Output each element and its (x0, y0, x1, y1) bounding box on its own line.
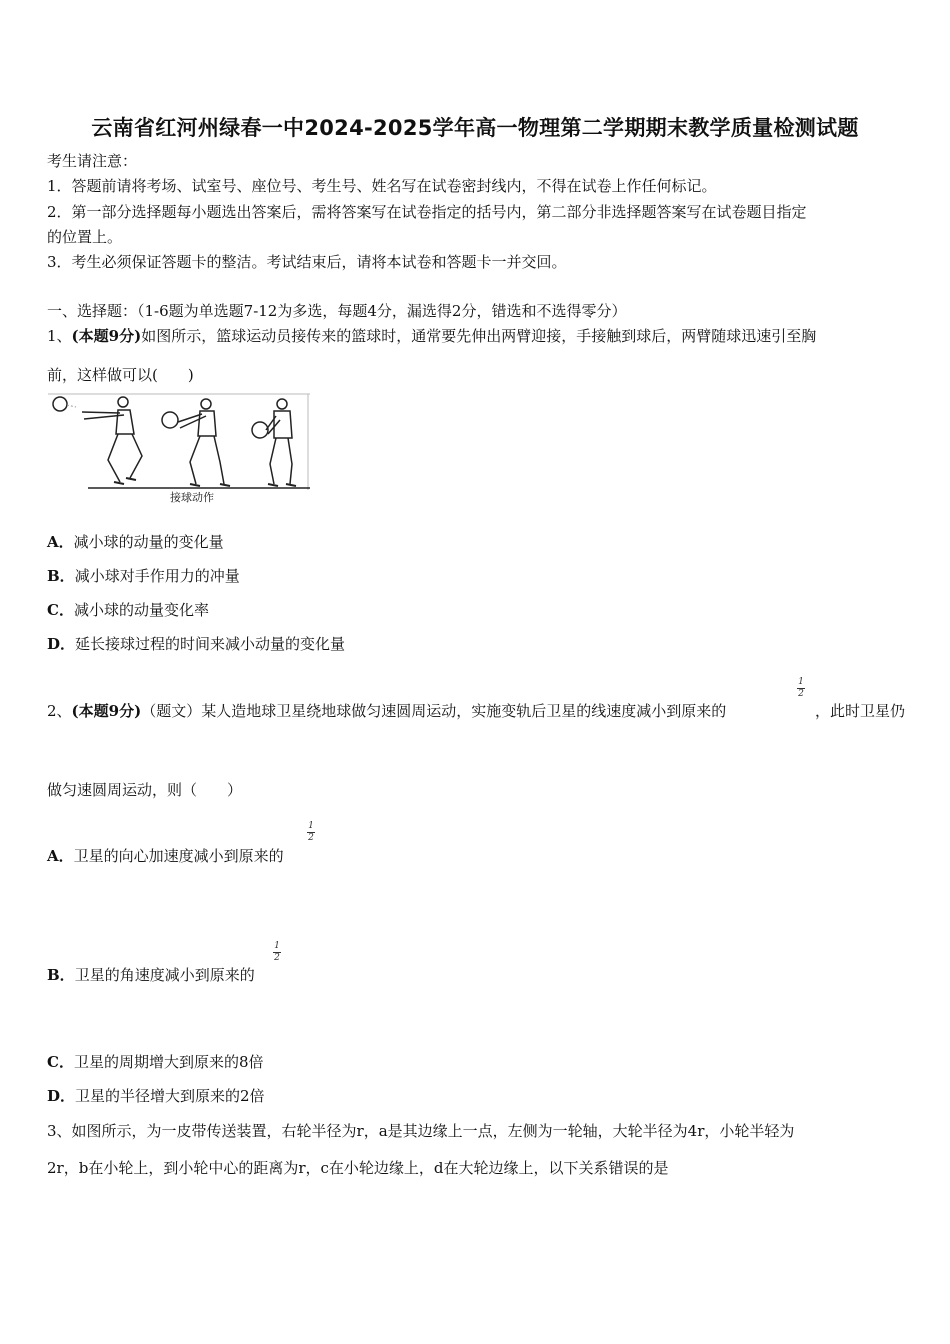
q1-option-c: C．减小球的动量变化率 (47, 601, 209, 619)
notice-heading: 考生请注意： (47, 152, 138, 170)
notice-item-1: 1．答题前请将考场、试室号、座位号、考生号、姓名写在试卷密封线内，不得在试卷上作任何标记。 (47, 177, 717, 195)
question-2-line-1-end: ，此时卫星仍 (815, 702, 906, 720)
question-2-line-1 (47, 701, 726, 721)
notice-item-3: 3．考生必须保证答题卡的整洁。考试结束后，请将本试卷和答题卡一并交回。 (47, 253, 567, 271)
question-number: 2、 (47, 702, 72, 720)
question-2-line-2: 做匀速圆周运动，则（ ） (47, 781, 243, 799)
q1-option-b: B．减小球对手作用力的冲量 (47, 567, 240, 585)
question-3-line-1: 3、如图所示，为一皮带传送装置，右轮半径为r，a是其边缘上一点，左侧为一轮轴，大轮半径为4r，小轮半轻为 (47, 1122, 795, 1140)
question-text: （题文）某人造地球卫星绕地球做匀速圆周运动，实施变轨后卫星的线速度减小到原来的 (141, 702, 727, 720)
question-3-line-2: 2r，b在小轮上，到小轮中心的距离为r，c在小轮边缘上，d在大轮边缘上，以下关系错误的是 (47, 1159, 669, 1177)
notice-item-2-cont: 的位置上。 (47, 228, 123, 246)
q1-option-d: D．延长接球过程的时间来减小动量的变化量 (47, 635, 346, 653)
question-score: (本题9分) (71, 327, 142, 345)
fraction-one-half: 1 2 (798, 677, 804, 699)
question-score: (本题9分) (71, 702, 142, 720)
fraction-one-half: 1 2 (274, 941, 280, 963)
question-number: 1、 (47, 327, 72, 345)
notice-item-2: 2．第一部分选择题每小题选出答案后，需将答案写在试卷指定的括号内，第二部分非选择题答案写在试卷题目指定 (47, 203, 807, 221)
fraction-one-half: 1 2 (308, 821, 314, 843)
figure-caption: 接球动作 (170, 491, 214, 504)
q2-option-a: A．卫星的向心加速度减小到原来的 (47, 847, 284, 865)
page-title: 云南省红河州绿春一中2024-2025学年高一物理第二学期期末教学质量检测试题 (91, 116, 859, 140)
q2-option-b: B．卫星的角速度减小到原来的 (47, 966, 255, 984)
question-text: 如图所示，篮球运动员接传来的篮球时，通常要先伸出两臂迎接，手接触到球后，两臂随球迅速引至胸 (141, 327, 817, 345)
catch-ball-figure (48, 392, 310, 504)
question-1-line-1 (47, 326, 816, 346)
question-1-line-2: 前，这样做可以( ) (47, 366, 194, 384)
q1-option-a: A．减小球的动量的变化量 (47, 533, 224, 551)
catch-ball-illustration (48, 392, 310, 504)
q2-option-c: C．卫星的周期增大到原来的8倍 (47, 1053, 264, 1071)
section-heading: 一、选择题：（1-6题为单选题7-12为多选，每题4分，漏选得2分，错选和不选得零分） (47, 302, 627, 320)
q2-option-d: D．卫星的半径增大到原来的2倍 (47, 1087, 265, 1105)
